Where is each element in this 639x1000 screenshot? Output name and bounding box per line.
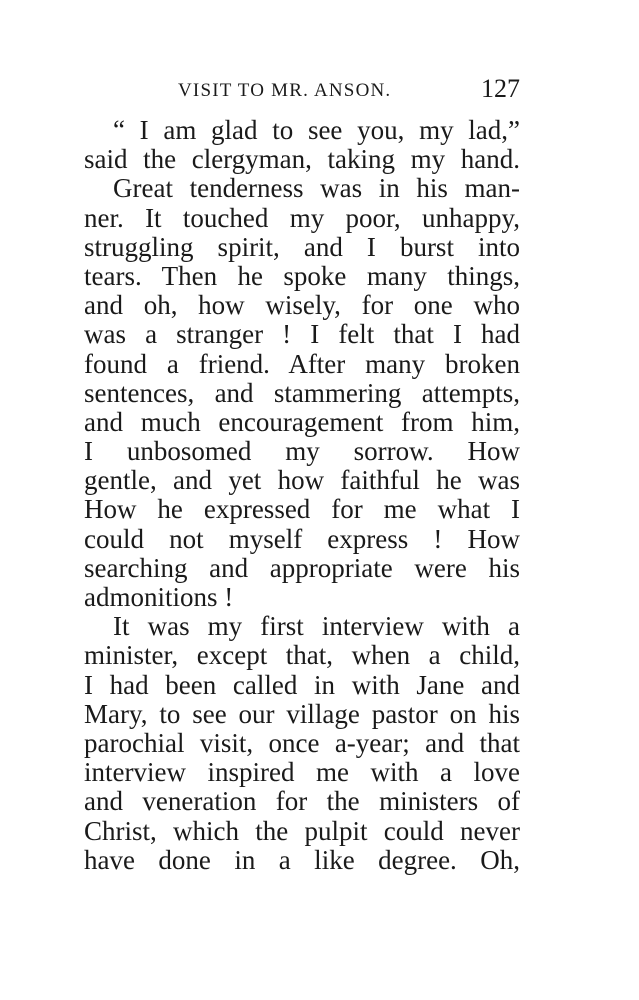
text-line: have done in a like degree. Oh, (84, 844, 520, 875)
text-line: Christ, which the pulpit could never (84, 815, 520, 846)
text-line: struggling spirit, and I burst into (84, 231, 520, 262)
text-line: found a friend. After many broken (84, 348, 520, 379)
text-line: Great tenderness was in his man- (113, 173, 520, 204)
text-line: was a stranger ! I felt that I had (84, 319, 520, 350)
text-line: could not myself express ! How (84, 523, 520, 554)
text-line: minister, except that, when a child, (84, 640, 520, 671)
text-line: tears. Then he spoke many things, (84, 260, 520, 291)
text-line: and much encouragement from him, (84, 406, 520, 437)
running-title: VISIT TO MR. ANSON. (178, 80, 392, 101)
text-line: gentle, and yet how faithful he was (84, 465, 520, 496)
text-line: ner. It touched my poor, unhappy, (84, 202, 520, 233)
text-line: “ I am glad to see you, my lad,” (113, 115, 520, 145)
text-line: said the clergyman, taking my hand. (84, 144, 520, 175)
text-line: parochial visit, once a-year; and that (84, 727, 520, 758)
running-head (84, 72, 520, 108)
text-line: Mary, to see our village pastor on his (84, 698, 520, 729)
text-line: searching and appropriate were his (84, 552, 520, 583)
body-text (84, 116, 520, 875)
text-line: admonitions ! (84, 582, 234, 612)
text-line: and oh, how wisely, for one who (84, 290, 520, 321)
text-line: I unbosomed my sorrow. How (84, 436, 520, 467)
text-line: How he expressed for me what I (84, 494, 520, 525)
page-number: 127 (481, 74, 520, 103)
text-line: and veneration for the ministers of (84, 786, 520, 817)
text-line: sentences, and stammering attempts, (84, 377, 520, 408)
text-line: interview inspired me with a love (84, 757, 520, 788)
text-line: It was my first interview with a (113, 611, 520, 642)
text-line: I had been called in with Jane and (84, 669, 520, 700)
